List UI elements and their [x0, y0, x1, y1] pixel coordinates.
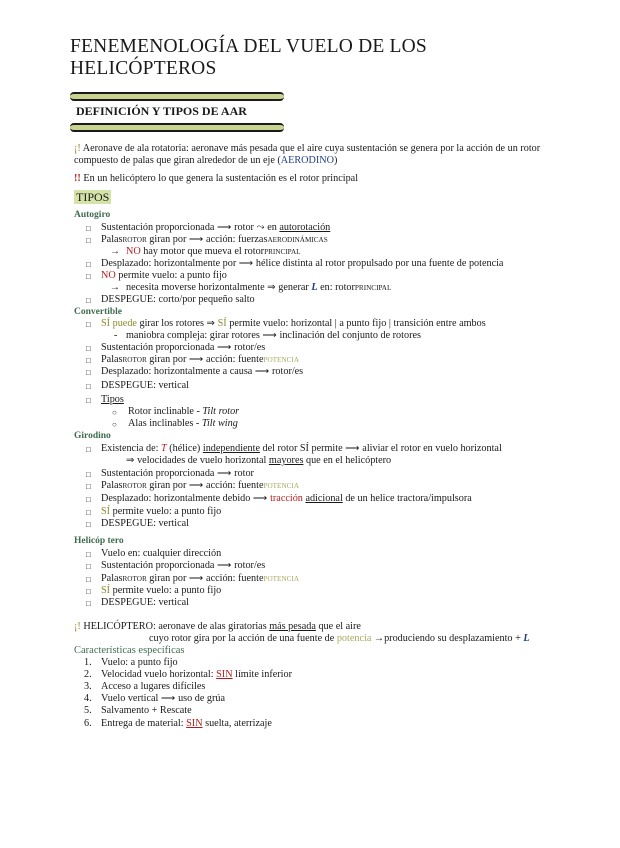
paren-close: ) — [333, 155, 338, 166]
subscript: ROTOR — [122, 236, 147, 244]
text: cuyo rotor gira por la acción de una fuente de — [149, 633, 337, 644]
text: giran por ⟶ acción: fuente — [146, 573, 264, 584]
note-line — [74, 173, 358, 185]
text: Sustentación proporcionada ⟶ rotor ⤳ en — [101, 222, 280, 233]
aerodino-term: AERODINO — [280, 155, 334, 166]
square-bullet-icon: □ — [86, 599, 91, 608]
list-item — [101, 718, 272, 730]
square-bullet-icon: □ — [86, 296, 91, 305]
convertible-line-9 — [128, 418, 238, 430]
square-bullet-icon: □ — [86, 550, 91, 559]
autogiro-line-7: DESPEGUE: corto/por pequeño salto — [101, 294, 255, 305]
girodino-line-1 — [101, 443, 502, 455]
text: Palas — [101, 234, 123, 245]
square-bullet-icon: □ — [86, 344, 91, 353]
text: permite vuelo: a punto fijo — [110, 506, 222, 517]
adicional-term: adicional — [305, 493, 343, 504]
tilt-rotor-term: Tilt rotor — [202, 406, 240, 417]
subscript: ROTOR — [122, 482, 147, 490]
list-item — [101, 693, 225, 705]
helicoptero-line-2: Sustentación proporcionada ⟶ rotor/es — [101, 560, 266, 571]
definition-line-2 — [74, 155, 337, 167]
text: Existencia de: — [101, 443, 161, 454]
square-bullet-icon: □ — [86, 445, 91, 454]
text: Vuelo vertical ⟶ uso de grúa — [101, 693, 226, 704]
square-bullet-icon: □ — [86, 495, 91, 504]
autorotacion-term: autorotación — [279, 222, 331, 233]
double-exclamation: !! — [74, 173, 81, 184]
subscript: POTENCIA — [263, 575, 300, 583]
text: giran por ⟶ acción: fuerzas — [146, 234, 268, 245]
text: que el aire — [315, 621, 361, 632]
sin-term: SIN — [186, 718, 203, 729]
square-bullet-icon: □ — [86, 320, 91, 329]
text: Entrega de material: — [101, 718, 187, 729]
square-bullet-icon: □ — [86, 356, 91, 365]
autogiro-line-1 — [101, 222, 330, 234]
convertible-line-4 — [101, 354, 299, 366]
square-bullet-icon: □ — [86, 382, 91, 391]
square-bullet-icon: □ — [86, 587, 91, 596]
circle-bullet-icon: ○ — [112, 408, 117, 417]
si-term: SÍ — [101, 585, 111, 596]
text: que en el helicóptero — [303, 455, 392, 466]
list-number: 2. — [84, 669, 92, 680]
girodino-line-4 — [101, 480, 299, 492]
subscript: PRINCIPAL — [354, 284, 392, 292]
helicoptero-line-1: Vuelo en: cualquier dirección — [101, 548, 222, 559]
text: Velocidad vuelo horizontal: — [101, 669, 217, 680]
subscript: ROTOR — [122, 356, 147, 364]
convertible-line-5: Desplazado: horizontalmente a causa ⟶ rotor/es — [101, 366, 304, 377]
text: Vuelo: a punto fijo — [101, 657, 178, 668]
helicoptero-line-5: DESPEGUE: vertical — [101, 597, 189, 608]
convertible-line-1 — [101, 318, 486, 330]
subscript: PRINCIPAL — [264, 248, 301, 256]
list-number: 6. — [84, 718, 92, 729]
si-term: SÍ — [101, 506, 111, 517]
no-term: NO — [101, 270, 116, 281]
helicoptero-line-3 — [101, 573, 299, 585]
title-bar-bottom — [70, 123, 284, 132]
circle-bullet-icon: ○ — [112, 420, 117, 429]
autogiro-line-6 — [126, 282, 391, 294]
square-bullet-icon: □ — [86, 260, 91, 269]
text: HELICÓPTERO: aeronave de alas giratorias — [83, 621, 270, 632]
si-term: SÍ — [217, 318, 227, 329]
lift-symbol: L — [523, 633, 530, 644]
text: →produciendo su desplazamiento + — [371, 633, 524, 644]
convertible-line-8 — [128, 406, 239, 418]
arrow-bullet-icon: → — [110, 282, 120, 293]
lift-symbol: L — [311, 282, 318, 293]
autogiro-heading: Autogiro — [74, 210, 111, 220]
autogiro-line-5 — [101, 270, 227, 282]
girodino-heading: Girodino — [74, 431, 111, 441]
text: límite inferior — [232, 669, 292, 680]
girodino-line-3: Sustentación proporcionada ⟶ rotor — [101, 468, 254, 479]
exclamation-mark: ¡! — [74, 621, 81, 632]
independiente-term: independiente — [202, 443, 260, 454]
girodino-line-5 — [101, 493, 472, 505]
convertible-line-6: DESPEGUE: vertical — [101, 380, 189, 391]
square-bullet-icon: □ — [86, 562, 91, 571]
text: giran por ⟶ acción: fuente — [146, 354, 264, 365]
tilt-wing-term: Tilt wing — [201, 418, 238, 429]
convertible-line-2: maniobra compleja: girar rotores ⟶ inclinación del conjunto de rotores — [126, 330, 421, 341]
exclamation-mark: ¡! — [74, 143, 81, 154]
section-subtitle: DEFINICIÓN Y TIPOS DE AAR — [76, 104, 247, 118]
convertible-line-7: Tipos — [101, 394, 124, 405]
list-item — [101, 705, 192, 717]
text: necesita moverse horizontalmente ⇒ generar — [126, 282, 312, 293]
sin-term: SIN — [216, 669, 233, 680]
text: hay motor que mueva el rotor — [140, 246, 265, 257]
list-number: 1. — [84, 657, 92, 668]
title-bar-top — [70, 92, 284, 101]
list-number: 3. — [84, 681, 92, 692]
text: ⇒ velocidades de vuelo horizontal — [126, 455, 269, 466]
definition-text-2: compuesto de palas que giran alrededor de un eje ( — [74, 155, 281, 166]
text: Palas — [101, 573, 123, 584]
potencia-term: potencia — [336, 633, 372, 644]
tipos-heading — [74, 191, 111, 205]
text: suelta, aterrizaje — [202, 718, 272, 729]
dash-bullet: - — [114, 330, 118, 341]
definition-text: Aeronave de ala rotatoria: aeronave más pesada que el aire cuya sustentación se genera por la acción de un rotor — [82, 143, 541, 154]
girodino-line-6 — [101, 506, 221, 518]
text: Rotor inclinable - — [128, 406, 203, 417]
helicoptero-line-4 — [101, 585, 221, 597]
convertible-line-3: Sustentación proporcionada ⟶ rotor/es — [101, 342, 266, 353]
square-bullet-icon: □ — [86, 508, 91, 517]
square-bullet-icon: □ — [86, 575, 91, 584]
text: Alas inclinables - — [128, 418, 202, 429]
square-bullet-icon: □ — [86, 272, 91, 281]
text: permite vuelo: a punto fijo — [110, 585, 222, 596]
helicoptero-heading: Helicóp tero — [74, 536, 124, 546]
text: del rotor SÍ permite ⟶ aliviar el rotor en vuelo horizontal — [260, 443, 502, 454]
autogiro-line-2 — [101, 234, 328, 246]
note-text: En un helicóptero lo que genera la sustentación es el rotor principal — [83, 173, 359, 184]
mas-pesada-term: más pesada — [269, 621, 316, 632]
list-number: 4. — [84, 693, 92, 704]
square-bullet-icon: □ — [86, 482, 91, 491]
text: Palas — [101, 480, 123, 491]
heli-def-line-2 — [149, 633, 530, 645]
text: giran por ⟶ acción: fuente — [146, 480, 264, 491]
square-bullet-icon: □ — [86, 396, 91, 405]
si-puede-term: SÍ puede — [101, 318, 137, 329]
thrust-symbol: T — [160, 443, 167, 454]
no-term: NO — [126, 246, 141, 257]
text: permite vuelo: a punto fijo — [115, 270, 227, 281]
text: (hélice) — [166, 443, 203, 454]
square-bullet-icon: □ — [86, 470, 91, 479]
traccion-term: tracción — [270, 493, 303, 504]
text: en: rotor — [317, 282, 355, 293]
autogiro-line-3 — [126, 246, 301, 258]
text: Desplazado: horizontalmente debido ⟶ — [101, 493, 271, 504]
mayores-term: mayores — [268, 455, 304, 466]
square-bullet-icon: □ — [86, 224, 91, 233]
text: de un helice tractora/impulsora — [342, 493, 472, 504]
heli-def-line-1 — [74, 621, 361, 633]
document-title: FENEMENOLOGÍA DEL VUELO DE LOS HELICÓPTEROS — [70, 36, 427, 79]
square-bullet-icon: □ — [86, 520, 91, 529]
convertible-heading: Convertible — [74, 307, 123, 317]
girodino-line-2 — [126, 455, 391, 467]
text: Salvamento + Rescate — [101, 705, 192, 716]
tipos-label: TIPOS — [76, 190, 110, 204]
girodino-line-7: DESPEGUE: vertical — [101, 518, 189, 529]
square-bullet-icon: □ — [86, 368, 91, 377]
definition-line-1 — [74, 143, 540, 155]
square-bullet-icon: □ — [86, 236, 91, 245]
list-number: 5. — [84, 705, 92, 716]
list-item — [101, 681, 205, 693]
text: girar los rotores ⇒ — [136, 318, 218, 329]
autogiro-line-4: Desplazado: horizontalmente por ⟶ hélice distinta al rotor propulsado por una fuente de potencia — [101, 258, 504, 269]
caracteristicas-heading: Características específicas — [74, 645, 185, 656]
subscript: AERODINÁMICAS — [267, 236, 328, 244]
text: Acceso a lugares difíciles — [101, 681, 206, 692]
text: permite vuelo: horizontal | a punto fijo | transición entre ambos — [226, 318, 486, 329]
subscript: ROTOR — [122, 575, 147, 583]
list-item — [101, 657, 178, 669]
list-item — [101, 669, 292, 681]
arrow-bullet-icon: → — [110, 246, 120, 257]
text: Palas — [101, 354, 123, 365]
subscript: POTENCIA — [263, 482, 300, 490]
subscript: POTENCIA — [263, 356, 300, 364]
